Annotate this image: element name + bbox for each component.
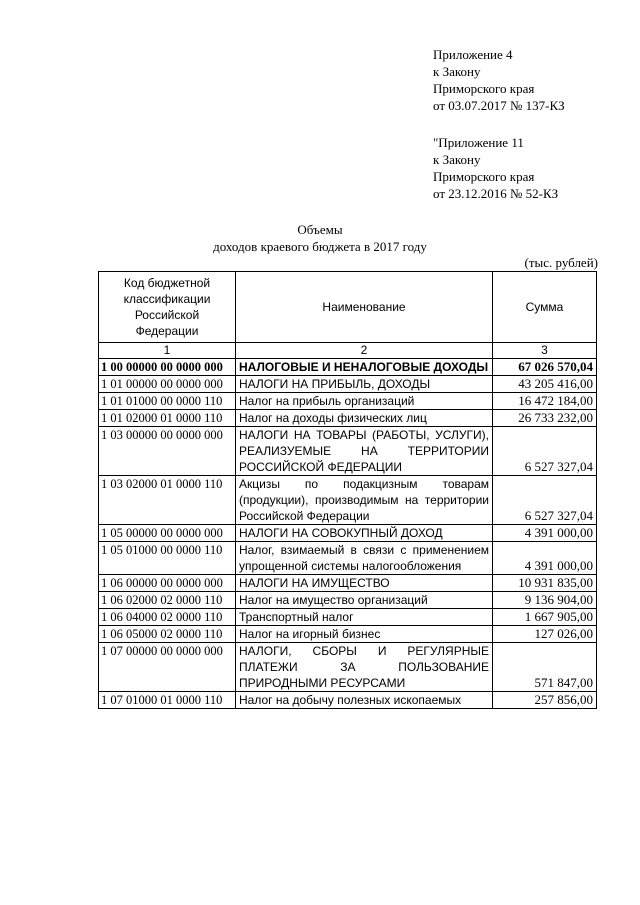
appendix-11-line: от 23.12.2016 № 52-КЗ (433, 186, 559, 201)
row-sum: 6 527 327,04 (493, 476, 597, 525)
row-name: Транспортный налог (236, 609, 493, 626)
row-sum: 4 391 000,00 (493, 525, 597, 542)
units-label: (тыс. рублей) (524, 255, 598, 270)
row-sum: 4 391 000,00 (493, 542, 597, 575)
column-number: 2 (236, 343, 493, 359)
table-row (99, 542, 597, 575)
table-row (99, 575, 597, 592)
table-row (99, 626, 597, 643)
appendix-11-line: Приморского края (433, 169, 535, 184)
row-sum: 26 733 232,00 (493, 410, 597, 427)
row-sum: 9 136 904,00 (493, 592, 597, 609)
table-row (99, 359, 597, 376)
row-sum: 10 931 835,00 (493, 575, 597, 592)
table-row (99, 410, 597, 427)
column-number: 1 (99, 343, 236, 359)
row-name: Налог на доходы физических лиц (236, 410, 493, 427)
header-name: Наименование (236, 272, 493, 343)
row-code: 1 01 02000 01 0000 110 (99, 410, 236, 427)
table-row (99, 643, 597, 692)
row-sum: 43 205 416,00 (493, 376, 597, 393)
row-code: 1 05 01000 00 0000 110 (99, 542, 236, 575)
row-sum: 571 847,00 (493, 643, 597, 692)
row-name: НАЛОГИ НА ПРИБЫЛЬ, ДОХОДЫ (236, 376, 493, 393)
row-name: Налог на имущество организаций (236, 592, 493, 609)
row-code: 1 01 01000 00 0000 110 (99, 393, 236, 410)
row-sum: 257 856,00 (493, 692, 597, 709)
row-code: 1 06 02000 02 0000 110 (99, 592, 236, 609)
row-sum: 127 026,00 (493, 626, 597, 643)
row-code: 1 05 00000 00 0000 000 (99, 525, 236, 542)
appendix-4-line: от 03.07.2017 № 137-КЗ (433, 98, 565, 113)
row-sum: 67 026 570,04 (493, 359, 597, 376)
table-row (99, 692, 597, 709)
row-code: 1 01 00000 00 0000 000 (99, 376, 236, 393)
table-row (99, 427, 597, 476)
row-name: НАЛОГИ НА ИМУЩЕСТВО (236, 575, 493, 592)
table-row (99, 393, 597, 410)
appendix-4-line: Приморского края (433, 81, 535, 96)
table-row (99, 609, 597, 626)
row-sum: 1 667 905,00 (493, 609, 597, 626)
row-name: НАЛОГИ, СБОРЫ И РЕГУЛЯРНЫЕ ПЛАТЕЖИ ЗА ПОЛЬЗОВАНИЕ ПРИРОДНЫМИ РЕСУРСАМИ (236, 643, 493, 692)
column-number-row (99, 343, 597, 359)
row-code: 1 07 01000 01 0000 110 (99, 692, 236, 709)
row-name: НАЛОГИ НА ТОВАРЫ (РАБОТЫ, УСЛУГИ), РЕАЛИЗУЕМЫЕ НА ТЕРРИТОРИИ РОССИЙСКОЙ ФЕДЕРАЦИИ (236, 427, 493, 476)
document-title (0, 221, 640, 255)
row-sum: 6 527 327,04 (493, 427, 597, 476)
appendix-11-line: "Приложение 11 (433, 135, 524, 150)
row-code: 1 07 00000 00 0000 000 (99, 643, 236, 692)
row-name: Налог на прибыль организаций (236, 393, 493, 410)
title-line-2: доходов краевого бюджета в 2017 году (213, 239, 427, 254)
appendix-11-line: к Закону (433, 152, 481, 167)
column-number: 3 (493, 343, 597, 359)
row-name: Налог, взимаемый в связи с применением упрощенной системы налогообложения (236, 542, 493, 575)
row-code: 1 03 02000 01 0000 110 (99, 476, 236, 525)
row-name: НАЛОГИ НА СОВОКУПНЫЙ ДОХОД (236, 525, 493, 542)
appendix-4-reference (433, 46, 633, 114)
row-name: НАЛОГОВЫЕ И НЕНАЛОГОВЫЕ ДОХОДЫ (236, 359, 493, 376)
table-row (99, 525, 597, 542)
table-header-row (99, 272, 597, 343)
appendix-11-reference (433, 134, 633, 202)
row-code: 1 06 05000 02 0000 110 (99, 626, 236, 643)
row-name: Налог на игорный бизнес (236, 626, 493, 643)
budget-revenue-table (98, 271, 597, 709)
table-body (99, 359, 597, 709)
row-name: Налог на добычу полезных ископаемых (236, 692, 493, 709)
row-code: 1 03 00000 00 0000 000 (99, 427, 236, 476)
row-code: 1 06 04000 02 0000 110 (99, 609, 236, 626)
title-line-1: Объемы (297, 222, 343, 237)
row-name: Акцизы по подакцизным товарам (продукции), производимым на территории Российской Федерации (236, 476, 493, 525)
row-code: 1 06 00000 00 0000 000 (99, 575, 236, 592)
appendix-4-line: к Закону (433, 64, 481, 79)
row-sum: 16 472 184,00 (493, 393, 597, 410)
table-row (99, 376, 597, 393)
appendix-4-line: Приложение 4 (433, 47, 513, 62)
header-code: Код бюджетной классификации Российской Федерации (99, 272, 236, 343)
table-row (99, 476, 597, 525)
header-sum: Сумма (493, 272, 597, 343)
row-code: 1 00 00000 00 0000 000 (99, 359, 236, 376)
table-row (99, 592, 597, 609)
